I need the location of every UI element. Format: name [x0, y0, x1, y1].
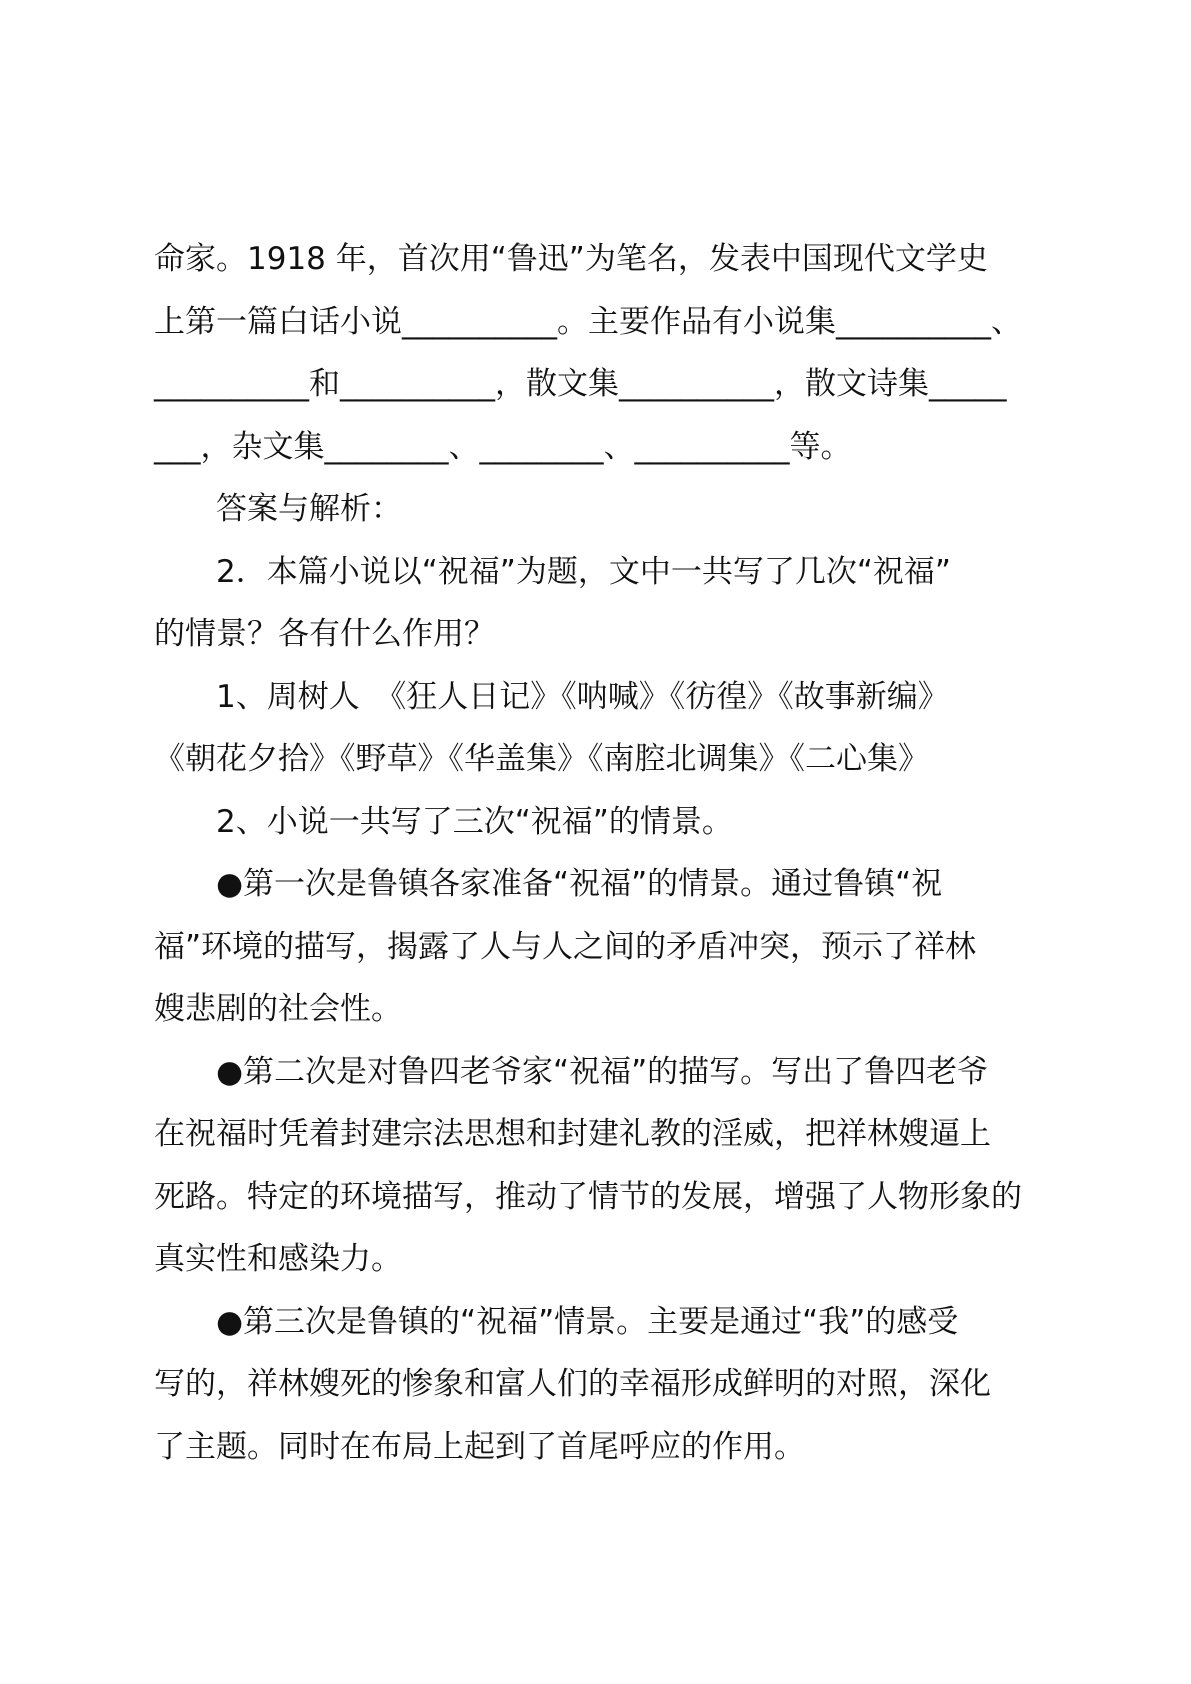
text-line-fill-blank-collections: __________和__________，散文集__________，散文诗集_____	[154, 366, 1007, 402]
bullet-1-line-3: 嫂悲剧的社会性。	[154, 991, 402, 1027]
answer-1-line-2: 《朝花夕拾》《野草》《华盖集》《南腔北调集》《二心集》	[154, 741, 929, 777]
bullet-3-line-2: 写的，祥林嫂死的惨象和富人们的幸福形成鲜明的对照，深化	[154, 1366, 991, 1402]
bullet-3-line-3: 了主题。同时在布局上起到了首尾呼应的作用。	[154, 1428, 805, 1465]
bullet-1-line-2: 福”环境的描写，揭露了人与人之间的矛盾冲突，预示了祥林	[154, 928, 977, 965]
bullet-2-line-3: 死路。特定的环境描写，推动了情节的发展，增强了人物形象的	[154, 1178, 1022, 1215]
document-body	[154, 228, 1044, 1478]
bullet-2-line-1: ●第二次是对鲁四老爷家“祝福”的描写。写出了鲁四老爷	[216, 1053, 989, 1090]
text-line-fill-blank-novel: 上第一篇白话小说__________。主要作品有小说集__________、	[154, 303, 1022, 340]
bullet-3-line-1: ●第三次是鲁镇的“祝福”情景。主要是通过“我”的感受	[216, 1303, 959, 1340]
answer-1-line-1: 1、周树人 《狂人日记》《呐喊》《彷徨》《故事新编》	[216, 678, 949, 715]
bullet-2-line-2: 在祝福时凭着封建宗法思想和封建礼教的淫威，把祥林嫂逼上	[154, 1116, 991, 1152]
question-2-line-2: 的情景？各有什么作用？	[154, 616, 495, 652]
answer-heading: 答案与解析：	[216, 491, 402, 527]
text-line-author-intro: 命家。1918 年，首次用“鲁迅”为笔名，发表中国现代文学史	[154, 241, 988, 277]
bullet-1-line-1: ●第一次是鲁镇各家准备“祝福”的情景。通过鲁镇“祝	[216, 866, 943, 902]
text-line-fill-blank-essays: ___，杂文集________、________、__________等。	[154, 428, 852, 465]
answer-2-summary: 2、小说一共写了三次“祝福”的情景。	[216, 803, 733, 840]
question-2-line-1: 2．本篇小说以“祝福”为题，文中一共写了几次“祝福”	[216, 553, 951, 590]
bullet-2-line-4: 真实性和感染力。	[154, 1241, 402, 1277]
